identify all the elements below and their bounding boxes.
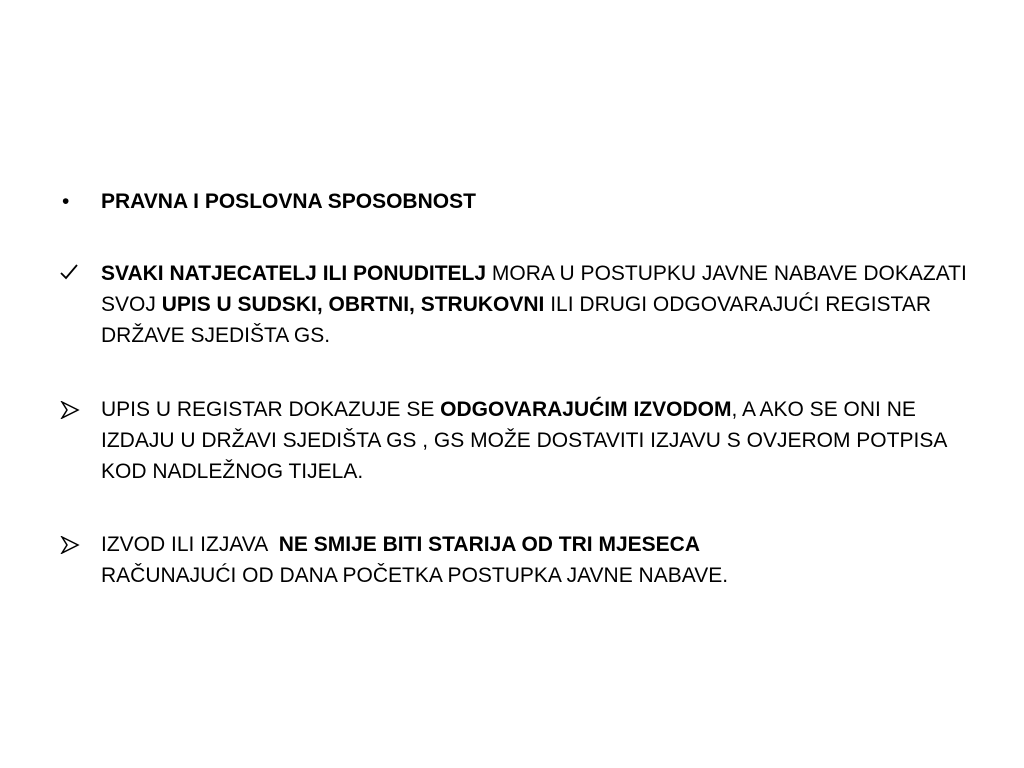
point-2-normal-1: UPIS U REGISTAR DOKAZUJE SE [101, 398, 441, 421]
point-3-normal-2: RAČUNAJUĆI OD DANA POČETKA POSTUPKA JAVNE NABAVE. [101, 564, 729, 587]
point-2-text [101, 394, 970, 487]
point-2-bold-1: ODGOVARAJUĆIM IZVODOM [440, 398, 732, 421]
check-icon [60, 264, 90, 280]
point-2 [60, 394, 970, 487]
heading-text [101, 186, 970, 217]
point-3-bold-1: NE SMIJE BITI STARIJA OD TRI MJESECA [278, 533, 700, 556]
point-1-bold-2: UPIS U SUDSKI, OBRTNI, STRUKOVNI [161, 293, 545, 316]
arrow-bullet-icon [60, 536, 90, 554]
point-3-normal-1: IZVOD ILI IZJAVA [101, 533, 279, 556]
point-2-normal-2: , A AKO SE ONI NE IZDAJU U DRŽAVI SJEDIŠTA GS , GS MOŽE DOSTAVITI IZJAVU S OVJEROM POTPISA KOD NADLEŽNOG TIJELA. [101, 398, 947, 483]
point-1-bold-1: SVAKI NATJECATELJ ILI PONUDITELJ [101, 262, 487, 285]
arrow-bullet-icon [60, 401, 90, 419]
point-1-normal-1: MORA U POSTUPKU JAVNE NABAVE DOKAZATI SVOJ [101, 262, 967, 316]
point-3 [60, 529, 970, 591]
bullet-icon: • [62, 190, 70, 213]
point-3-text [101, 529, 970, 591]
heading-label: PRAVNA I POSLOVNA SPOSOBNOST [101, 190, 476, 213]
heading-item [60, 186, 970, 217]
point-1 [60, 258, 970, 351]
point-1-text [101, 258, 970, 351]
point-1-normal-2: ILI DRUGI ODGOVARAJUĆI REGISTAR DRŽAVE SJEDIŠTA GS. [101, 293, 931, 347]
